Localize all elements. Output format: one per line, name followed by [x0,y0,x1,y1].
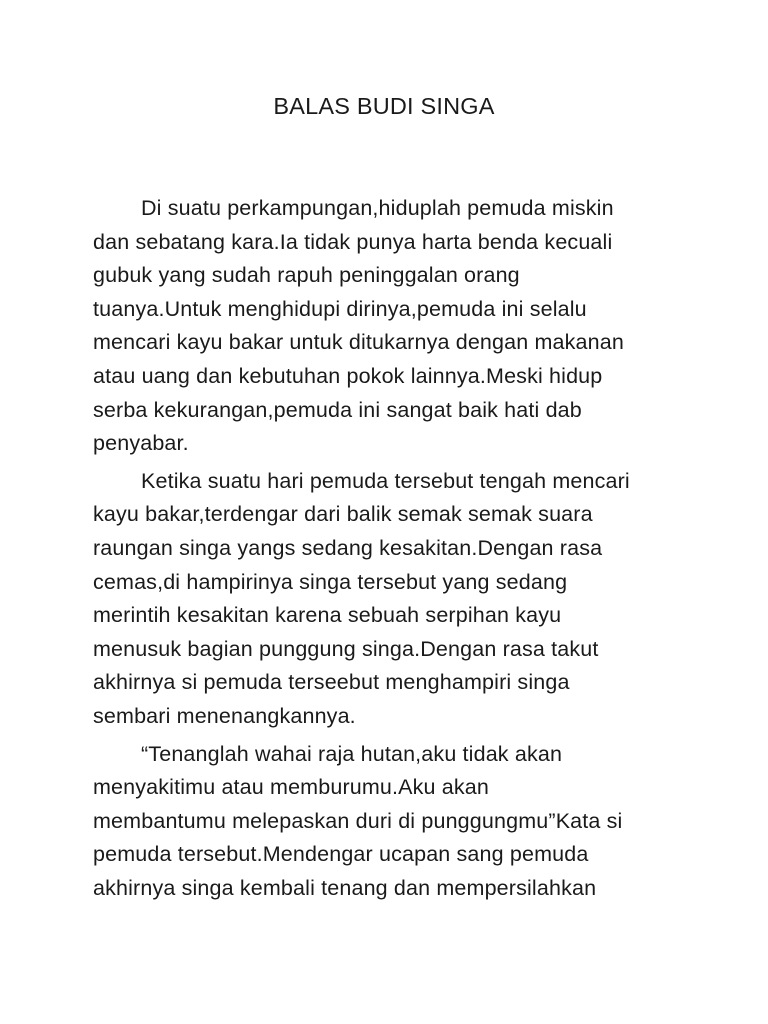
text-line: sembari menenangkannya. [93,703,356,728]
text-line: “Tenanglah wahai raja hutan,aku tidak akan [141,741,563,766]
document-title: BALAS BUDI SINGA [273,93,495,119]
text-line: membantumu melepaskan duri di punggungmu”Kata si [93,808,623,833]
text-line: atau uang dan kebutuhan pokok lainnya.Meski hidup [93,363,603,388]
text-line: akhirnya singa kembali tenang dan mempersilahkan [93,875,597,900]
text-line: Di suatu perkampungan,hiduplah pemuda miskin [141,196,614,220]
document-body [93,192,693,905]
text-line: tuanya.Untuk menghidupi dirinya,pemuda ini selalu [93,296,587,321]
text-line: menusuk bagian punggung singa.Dengan rasa takut [93,636,599,661]
paragraph-1 [93,192,693,461]
text-line: dan sebatang kara.Ia tidak punya harta benda kecuali [93,229,613,254]
paragraph-3 [93,738,693,906]
text-line: merintih kesakitan karena sebuah serpihan kayu [93,603,562,628]
text-line: raungan singa yangs sedang kesakitan.Dengan rasa [93,535,603,560]
text-line: pemuda tersebut.Mendengar ucapan sang pemuda [93,842,589,867]
paragraph-2 [93,465,693,734]
text-line: serba kekurangan,pemuda ini sangat baik hati dab [93,397,582,422]
text-line: cemas,di hampirinya singa tersebut yang sedang [93,569,568,594]
text-line: penyabar. [93,431,189,456]
text-line: menyakitimu atau memburumu.Aku akan [93,775,490,800]
text-line: kayu bakar,terdengar dari balik semak semak suara [93,502,593,527]
text-line: akhirnya si pemuda terseebut menghampiri singa [93,670,570,695]
text-line: gubuk yang sudah rapuh peninggalan orang [93,263,520,288]
text-line: mencari kayu bakar untuk ditukarnya dengan makanan [93,330,624,355]
text-line: Ketika suatu hari pemuda tersebut tengah mencari [141,468,630,493]
